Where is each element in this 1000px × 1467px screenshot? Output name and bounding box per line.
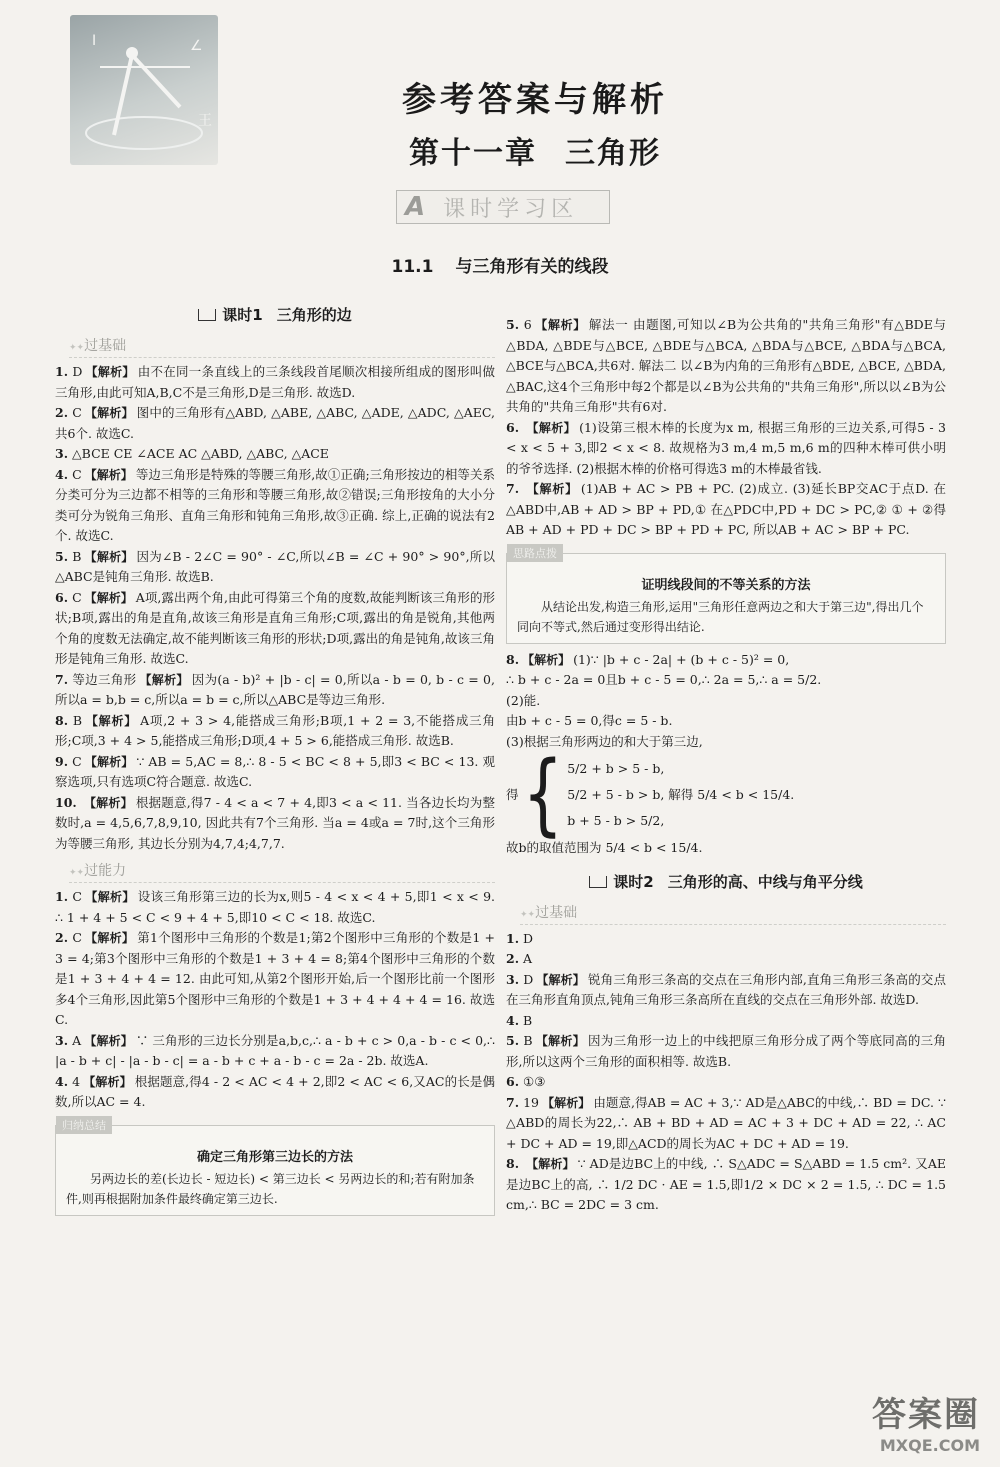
subsection-ability: ✦✦ 过能力 (69, 860, 495, 883)
item-explanation: (1)AB + AC > PB + PC. (2)成立. (3)延长BP交AC于点D. 在△ABD中,AB + AD > BP + PD,① 在△PDC中,PD + DC > PC,② ① + ②得AB + AD + PD + DC > BP + PD + PC, 所以AB + AC > BP + PC. (506, 481, 946, 537)
lesson-heading: 课时1 三角形的边 (55, 304, 495, 325)
answer-item (506, 929, 946, 950)
answer-item (55, 547, 495, 588)
item-number: 7. (506, 1094, 520, 1110)
item-tag: 【解析】 (542, 1095, 591, 1110)
answer-item (55, 887, 495, 928)
section-banner (396, 190, 610, 224)
item-number: 3. (506, 971, 520, 987)
hint-body: 从结论出发,构造三角形,运用"三角形任意两边之和大于第三边",得出几个同向不等式,然后通过变形得出结论. (517, 599, 924, 634)
item-number: 6. (55, 589, 69, 605)
summary-title: 确定三角形第三边长的方法 (196, 1149, 353, 1165)
item-answer: D (523, 971, 534, 987)
answer-item (506, 1093, 946, 1155)
book-icon (589, 876, 607, 888)
item-number: 5. (506, 1033, 520, 1048)
page-title: 参考答案与解析 (402, 80, 668, 120)
inequality-system: 得 { 5/2 + b > 5 - b, 5/2 + 5 - b > b, 解得 5/4 < b < 15/4. b + 5 - b > 5/2, (506, 743, 795, 847)
item-number: 6. (506, 419, 520, 435)
item-explanation: 因为∠B - 2∠C = 90° - ∠C,所以∠B = ∠C + 90° > 90°,所以△ABC是钝角三角形. 故选B. (55, 548, 495, 584)
topic-title (0, 252, 1000, 277)
item-answer: B (523, 1033, 533, 1048)
answer-item (506, 418, 946, 480)
item-answer: B (72, 712, 83, 728)
item-number: 1. (55, 364, 69, 379)
chapter-name: 三角形 (565, 136, 661, 171)
item-tag: 【解析】 (526, 482, 578, 496)
answer-item (55, 465, 495, 547)
answer-item (506, 315, 946, 418)
item-number: 3. (55, 1032, 69, 1048)
item-answer: △BCE CE ∠ACE AC △ABD, △ABC, △ACE (72, 446, 329, 461)
item-explanation: 锐角三角形三条高的交点在三角形内部,直角三角形三条高的交点在三角形直角顶点,钝角三角形三条高所在直线的交点在三角形外部. 故选D. (506, 971, 946, 1007)
item-explanation: A项,露出两个角,由此可得第三个角的度数,故能判断该三角形的形状;B项,露出的角是直角,故该三角形是直角三角形;C项,露出的角是锐角,其他两个角的度数无法确定,故不能判断该三角形的形状;D项,露出的角是钝角,故该三角形是钝角三角形. 故选C. (55, 589, 495, 666)
answer-item (55, 1031, 495, 1072)
watermark: 答案圈 MXQE.COM (872, 1395, 980, 1455)
svg-text:王: 王 (198, 113, 212, 129)
answer-item (506, 949, 946, 970)
answer-item (506, 970, 946, 1011)
item-number: 8. (55, 712, 69, 728)
hint-box (506, 546, 946, 644)
right-column (506, 315, 946, 1216)
item-tag: 【解析】 (535, 1034, 586, 1048)
item-explanation: 图中的三角形有△ABD, △ABE, △ABC, △ADE, △ADC, △AEC,共6个. 故选C. (55, 405, 495, 441)
topic-name: 与三角形有关的线段 (455, 257, 609, 277)
topic-number: 11.1 (391, 257, 434, 277)
answer-item (55, 711, 495, 752)
section-letter: A (405, 192, 426, 222)
item-tag: 【解析】 (83, 1074, 132, 1089)
item-explanation: 解法一 由题图,可知以∠B为公共角的"共角三角形"有△BDE与△BDA, △BDE与△BCE, △BDE与△BCA, △BDA与△BCE, △BDA与△BCA, △BCE与△BCA,共6对. 解法二 以∠B为内角的三角形有△BDE, △BCE, △BDA, △BAC,这4个三角形中每2个都是以∠B为公共角的"共角三角形",所以以∠B为公共角的"共角三角形"共有6对. (506, 317, 946, 414)
answer-list (55, 362, 495, 854)
item-tag: 【解析】 (84, 406, 134, 420)
brace-icon: { (522, 743, 564, 847)
item-number: 4. (506, 1012, 520, 1028)
answer-item (55, 403, 495, 444)
item-tag: 【解析】 (534, 318, 586, 332)
item-answer: A (523, 951, 533, 966)
answer-list (506, 929, 946, 1216)
item-answer: 6 (523, 317, 532, 332)
chapter-title (0, 128, 1000, 172)
svg-text:I: I (92, 33, 97, 49)
item-answer: 等边三角形 (72, 671, 137, 687)
lesson-heading: 课时2 三角形的高、中线与角平分线 (506, 871, 946, 892)
item-explanation: 第1个图形中三角形的个数是1;第2个图形中三角形的个数是1 + 3 = 4;第3个图形中三角形的个数是1 + 3 + 4 = 8;第4个图形中三角形的个数是1 + 3 + 4 + 4 = 12. 由此可知,从第2个图形开始,后一个图形比前一个图形多4个三角形,因此第5个图形中三角形的个数是1 + 3 + 4 + 4 + 4 = 16. 故选C. (55, 930, 495, 1027)
item-explanation: (1)设第三根木棒的长度为x m, 根据三角形的三边关系,可得5 - 3 < x < 5 + 3,即2 < x < 8. 故规格为3 m,4 m,5 m,6 m的四种木棒可供小明的爷爷选择. (2)根据木棒的价格可得选3 m的木棒最省钱. (506, 419, 946, 476)
summary-box (55, 1118, 495, 1216)
item-tag: 【解析】 (85, 713, 138, 728)
item-explanation: 由题意,得AB = AC + 3,∵ AD是△ABC的中线,∴ BD = DC. ∵ △ABD的周长为22,∴ AB + BD + AD = AC + 3 + DC + AD = 22, ∴ AC + DC + AD = 19,即△ACD的周长为AC + DC + AD = 19. (506, 1094, 946, 1151)
item-number: 8. (506, 1156, 520, 1171)
answer-item (55, 752, 495, 793)
answer-item (55, 928, 495, 1031)
answer-item: 8. 【解析】 (1)∵ |b + c - 2a| + (b + c - 5)² = 0, ∴ b + c - 2a = 0且b + c - 5 = 0,∴ 2a = 5,∴ a = 5/2. (2)能. 由b + c - 5 = 0,得c = 5 - b. (3)根据三角形两边的和大于第三边, 得 { 5/2 + b > 5 - b, 5/2 + 5 - b > b, 解得 5/4 < b < 15/4. b + 5 - b > 5/2, 故b的取值范围为 5/4 < b < 15/4. (506, 650, 946, 859)
item-answer: 19 (523, 1094, 540, 1110)
item-explanation: 根据题意,得4 - 2 < AC < 4 + 2,即2 < AC < 6,又AC的长是偶数,所以AC = 4. (55, 1073, 495, 1109)
answer-item (506, 1154, 946, 1216)
item-tag: 【解析】 (84, 467, 133, 482)
item-explanation: 等边三角形是特殊的等腰三角形,故①正确;三角形按边的相等关系分类可分为三边都不相等的三角形和等腰三角形,故②错误;三角形按角的大小分类可分为锐角三角形、直角三角形和钝角三角形,故③正确. 综上,正确的说法有2个. 故选C. (55, 466, 495, 543)
item-tag: 【解析】 (536, 972, 585, 987)
item-tag: 【解析】 (83, 795, 133, 810)
item-explanation: ∵ AB = 5,AC = 8,∴ 8 - 5 < BC < 8 + 5,即3 < BC < 13. 观察选项,只有选项C符合题意. 故选C. (55, 753, 495, 789)
answer-item (506, 1072, 946, 1093)
item-number: 4. (55, 1073, 69, 1089)
item-tag: 【解析】 (84, 931, 135, 945)
book-icon (198, 309, 216, 321)
answer-list (55, 887, 495, 1113)
item-explanation: 设该三角形第三边的长为x,则5 - 4 < x < 4 + 5,即1 < x < 9. ∴ 1 + 4 + 5 < C < 9 + 4 + 5,即10 < C < 18. 故选C. (55, 889, 495, 925)
item-number: 5. (506, 317, 520, 332)
item-tag: 【解析】 (139, 672, 189, 687)
item-number: 6. (506, 1074, 520, 1089)
hint-label: 思路点拨 (507, 544, 563, 562)
item-number: 7. (506, 481, 520, 496)
answer-item (55, 588, 495, 670)
hint-title: 证明线段间的不等关系的方法 (641, 577, 811, 593)
answer-item (55, 362, 495, 403)
item-number: 2. (506, 951, 520, 966)
summary-label: 归纳总结 (56, 1116, 112, 1134)
item-explanation: 因为三角形一边上的中线把原三角形分成了两个等底同高的三角形,所以这两个三角形的面积相等. 故选B. (506, 1033, 946, 1069)
item-answer: C (72, 466, 82, 482)
item-answer: B (523, 1012, 533, 1028)
answer-item (506, 1011, 946, 1032)
item-answer: C (72, 753, 82, 769)
item-number: 3. (55, 446, 69, 461)
answer-item (55, 444, 495, 465)
item-answer: C (72, 405, 82, 420)
subsection-basic: ✦✦ 过基础 (520, 902, 946, 925)
item-number: 2. (55, 930, 69, 945)
item-tag: 【解析】 (84, 549, 134, 564)
item-explanation: 根据题意,得7 - 4 < a < 7 + 4,即3 < a < 11. 当各边长均为整数时,a = 4,5,6,7,8,9,10, 因此共有7个三角形. 当a = 4或a = 7时,这个三角形为等腰三角形, 其边长分别为4,7,4;4,7,7. (55, 794, 495, 851)
item-explanation: 由不在同一条直线上的三条线段首尾顺次相接所组成的图形叫做三角形,由此可知A,B,C不是三角形,D是三角形. 故选D. (55, 364, 495, 400)
item-number: 5. (55, 548, 69, 564)
item-explanation: 因为(a - b)² + |b - c| = 0,所以a - b = 0, b - c = 0,所以a = b,b = c,所以a = b = c,所以△ABC是等边三角形. (55, 671, 495, 707)
item-number: 7. (55, 671, 69, 687)
svg-text:∠: ∠ (190, 38, 203, 54)
item-answer: ①③ (523, 1074, 546, 1089)
answer-item (506, 1031, 946, 1072)
item-tag: 【解析】 (84, 590, 133, 605)
item-explanation: A项,2 + 3 > 4,能搭成三角形;B项,1 + 2 = 3,不能搭成三角形;C项,3 + 4 > 5,能搭成三角形;D项,4 + 5 > 6,能搭成三角形. 故选B. (55, 712, 495, 748)
item-tag: 【解析】 (526, 420, 577, 435)
answer-item (55, 1072, 495, 1113)
item-answer: D (72, 364, 83, 379)
section-name: 课时学习区 (443, 196, 579, 222)
item-answer: C (72, 889, 82, 904)
item-number: 4. (55, 466, 69, 482)
answer-item (55, 793, 495, 855)
item-answer: B (72, 548, 82, 564)
answer-list (506, 315, 946, 541)
item-number: 9. (55, 753, 69, 769)
answer-item (55, 670, 495, 711)
item-answer: 4 (72, 1073, 81, 1089)
item-tag: 【解析】 (526, 1157, 575, 1171)
item-tag: 【解析】 (84, 754, 134, 769)
subsection-basic: ✦✦ 过基础 (69, 335, 495, 358)
item-tag: 【解析】 (85, 365, 135, 379)
chapter-label: 第十一章 (409, 136, 537, 171)
item-number: 2. (55, 405, 69, 420)
summary-body: 另两边长的差(长边长 - 短边长) < 第三边长 < 另两边长的和;若有附加条件,则再根据附加条件最终确定第三边长. (66, 1171, 475, 1206)
item-explanation: ∵ 三角形的三边长分别是a,b,c,∴ a - b + c > 0,a - b - c < 0,∴ |a - b + c| - |a - b - c| = a - b + c + a - b - c = 2a - 2b. 故选A. (55, 1032, 495, 1068)
item-number: 10. (55, 794, 77, 810)
item-number: 1. (506, 930, 520, 946)
item-answer: C (72, 589, 82, 605)
item-number: 1. (55, 889, 69, 904)
item-tag: 【解析】 (84, 1033, 133, 1048)
item-answer: D (523, 930, 534, 946)
left-column (55, 300, 495, 1222)
item-answer: C (72, 930, 82, 945)
item-explanation: ∵ AD是边BC上的中线, ∴ S△ADC = S△ABD = 1.5 cm². 又AE是边BC上的高, ∴ 1/2 DC · AE = 1.5,即1/2 × DC × 2 = 1.5, ∴ DC = 1.5 cm,∴ BC = 2DC = 3 cm. (506, 1156, 946, 1212)
item-answer: A (72, 1032, 82, 1048)
answer-item (506, 479, 946, 541)
item-tag: 【解析】 (84, 890, 135, 904)
